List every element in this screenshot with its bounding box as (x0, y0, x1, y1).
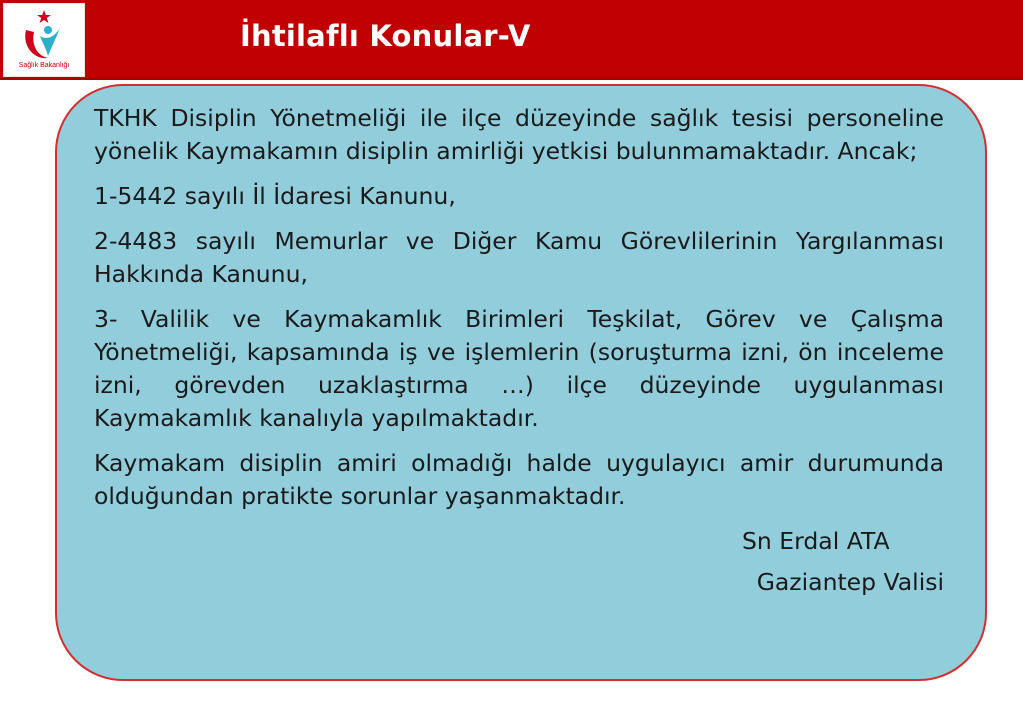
paragraph-intro: TKHK Disiplin Yönetmeliği ile ilçe düzeyinde sağlık tesisi personeline yönelik Kaymakamın disiplin amirliği yetkisi bulunmamaktadır. Ancak; (94, 104, 944, 165)
logo (3, 3, 85, 77)
slide-title: İhtilaflı Konular-V (240, 19, 531, 53)
signature-title: Gaziantep Valisi (756, 568, 944, 596)
logo-caption: Sağlık Bakanlığı (18, 62, 70, 69)
paragraph-item-1: 1-5442 sayılı İl İdaresi Kanunu, (94, 182, 456, 210)
paragraph-item-3: 3- Valilik ve Kaymakamlık Birimleri Teşkilat, Görev ve Çalışma Yönetmeliği, kapsamında iş ve işlemlerin (soruşturma izni, ön inceleme izni, görevden uzaklaştırma …) ilçe düzeyinde uygulanması Kaymakamlık kanalıyla yapılmaktadır. (94, 305, 944, 432)
content-text (94, 102, 944, 599)
signature-name: Sn Erdal ATA (742, 527, 890, 555)
paragraph-conclusion: Kaymakam disiplin amiri olmadığı halde uygulayıcı amir durumunda olduğundan pratikte sorunlar yaşanmaktadır. (94, 449, 944, 510)
slide-header (0, 0, 1023, 80)
paragraph-item-2: 2-4483 sayılı Memurlar ve Diğer Kamu Görevlilerinin Yargılanması Hakkında Kanunu, (94, 227, 944, 288)
